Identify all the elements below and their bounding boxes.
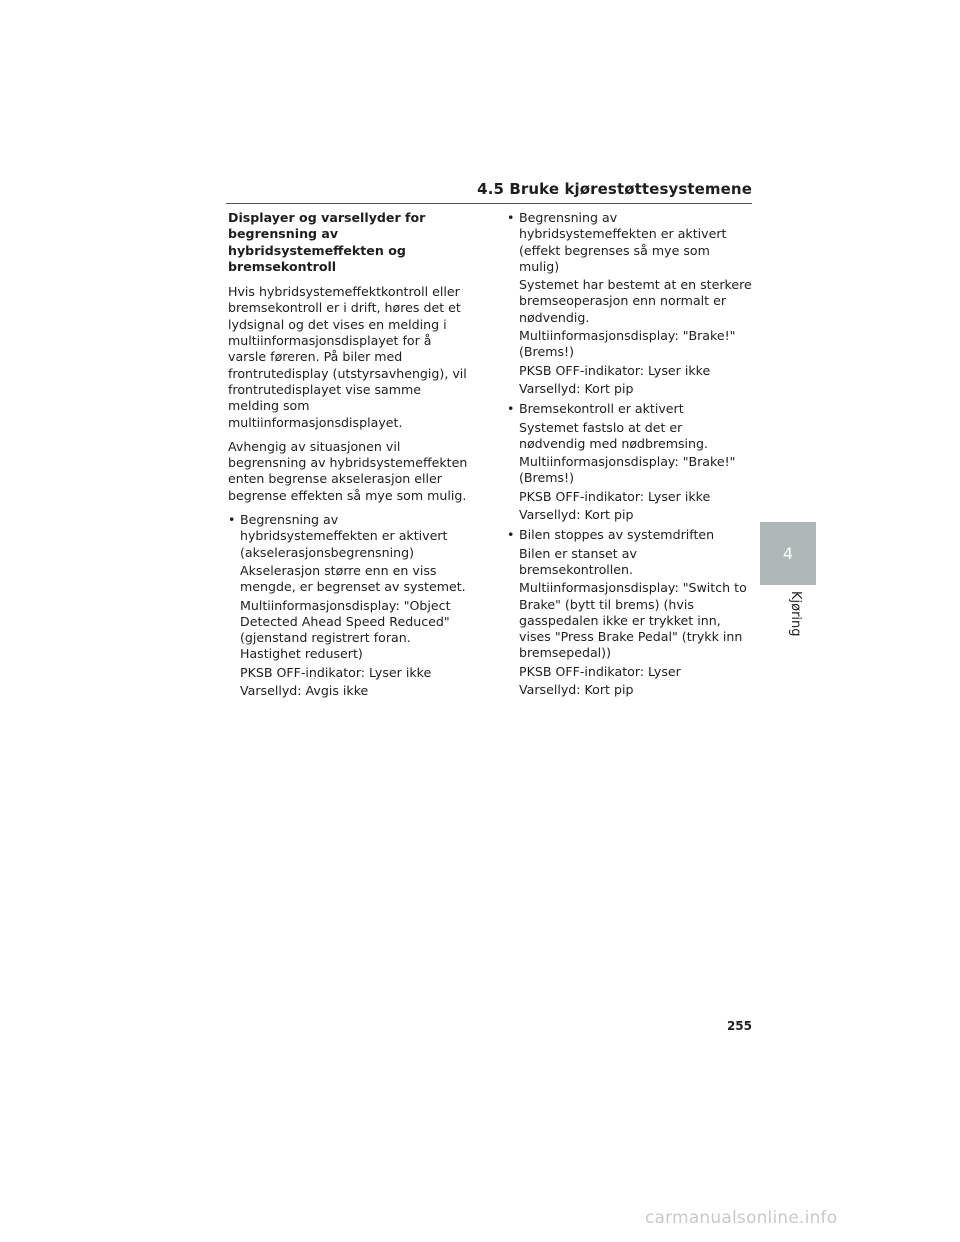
bullet-detail: Multiinformasjonsdisplay: "Brake!" (Brems!)	[519, 454, 736, 486]
bullet-item	[228, 512, 468, 561]
bullet-detail: Varsellyd: Kort pip	[519, 507, 634, 523]
bullet-title: Bilen stoppes av systemdriften	[519, 527, 715, 543]
chapter-tab: 4	[760, 522, 816, 585]
bullet-detail: PKSB OFF-indikator: Lyser ikke	[519, 488, 711, 504]
bullet-dot-icon: •	[507, 210, 515, 225]
bullet-group	[507, 210, 752, 397]
bullet-detail: Varsellyd: Kort pip	[519, 682, 634, 698]
bullet-detail: Multiinformasjonsdisplay: "Object Detected Ahead Speed Reduced" (gjenstand registrert foran. Hastighet redusert)	[240, 597, 451, 662]
section-title: 4.5 Bruke kjørestøttesystemene	[226, 178, 752, 204]
page-number: 255	[726, 1019, 752, 1033]
bullet-group	[507, 527, 752, 698]
bullet-detail: PKSB OFF-indikator: Lyser	[519, 663, 681, 679]
bullet-detail: Systemet fastslo at det er nødvendig med nødbremsing.	[519, 419, 708, 451]
bullet-title: Begrensning av hybridsystemeffekten er aktivert (akselerasjonsbegrensning)	[240, 512, 448, 560]
left-column	[228, 210, 468, 703]
bullet-title: Begrensning av hybridsystemeffekten er aktivert (effekt begrenses så mye som mulig)	[519, 210, 727, 274]
bullet-dot-icon: •	[507, 401, 515, 417]
bullet-detail: PKSB OFF-indikator: Lyser ikke	[240, 664, 432, 680]
right-column	[507, 210, 752, 702]
bullet-group	[228, 512, 468, 699]
paragraph: Avhengig av situasjonen vil begrensning av hybridsystemeffekten enten begrense akselerasjon eller begrense effekten så mye som mulig.	[228, 438, 468, 503]
bullet-detail: Varsellyd: Avgis ikke	[240, 683, 369, 699]
bullet-title: Bremsekontroll er aktivert	[519, 401, 684, 417]
bullet-detail: PKSB OFF-indikator: Lyser ikke	[519, 362, 711, 378]
bullet-detail: Systemet har bestemt at en sterkere bremseoperasjon enn normalt er nødvendig.	[519, 277, 752, 325]
bullet-item	[507, 210, 752, 275]
bullet-detail: Akselerasjon større enn en viss mengde, er begrenset av systemet.	[240, 562, 466, 595]
bullet-dot-icon: •	[507, 527, 515, 543]
bullet-detail: Bilen er stanset av bremsekontrollen.	[519, 545, 637, 577]
chapter-label: Kjøring	[788, 591, 803, 637]
section-heading: Displayer og varsellyder for begrensning av hybridsystemeffekten og bremsekontroll	[228, 210, 426, 274]
bullet-item	[507, 527, 752, 543]
bullet-detail: Varsellyd: Kort pip	[519, 380, 634, 396]
bullet-group	[507, 401, 752, 523]
watermark: carmanualsonline.info	[645, 1208, 838, 1228]
paragraph: Hvis hybridsystemeffektkontroll eller bremsekontroll er i drift, høres det et lydsignal og det vises en melding i multiinformasjonsdisplayet for å varsle føreren. På biler med frontrutedisplay (utstyrsavhengig), vil frontrutedisplayet vise samme melding som multiinformasjonsdisplayet.	[228, 284, 467, 430]
bullet-dot-icon: •	[228, 512, 236, 528]
bullet-detail: Multiinformasjonsdisplay: "Switch to Brake" (bytt til brems) (hvis gasspedalen ikke er trykket inn, vises "Press Brake Pedal" (trykk inn bremsepedal))	[519, 580, 747, 661]
bullet-item	[507, 401, 752, 417]
bullet-detail: Multiinformasjonsdisplay: "Brake!" (Brems!)	[519, 328, 736, 360]
